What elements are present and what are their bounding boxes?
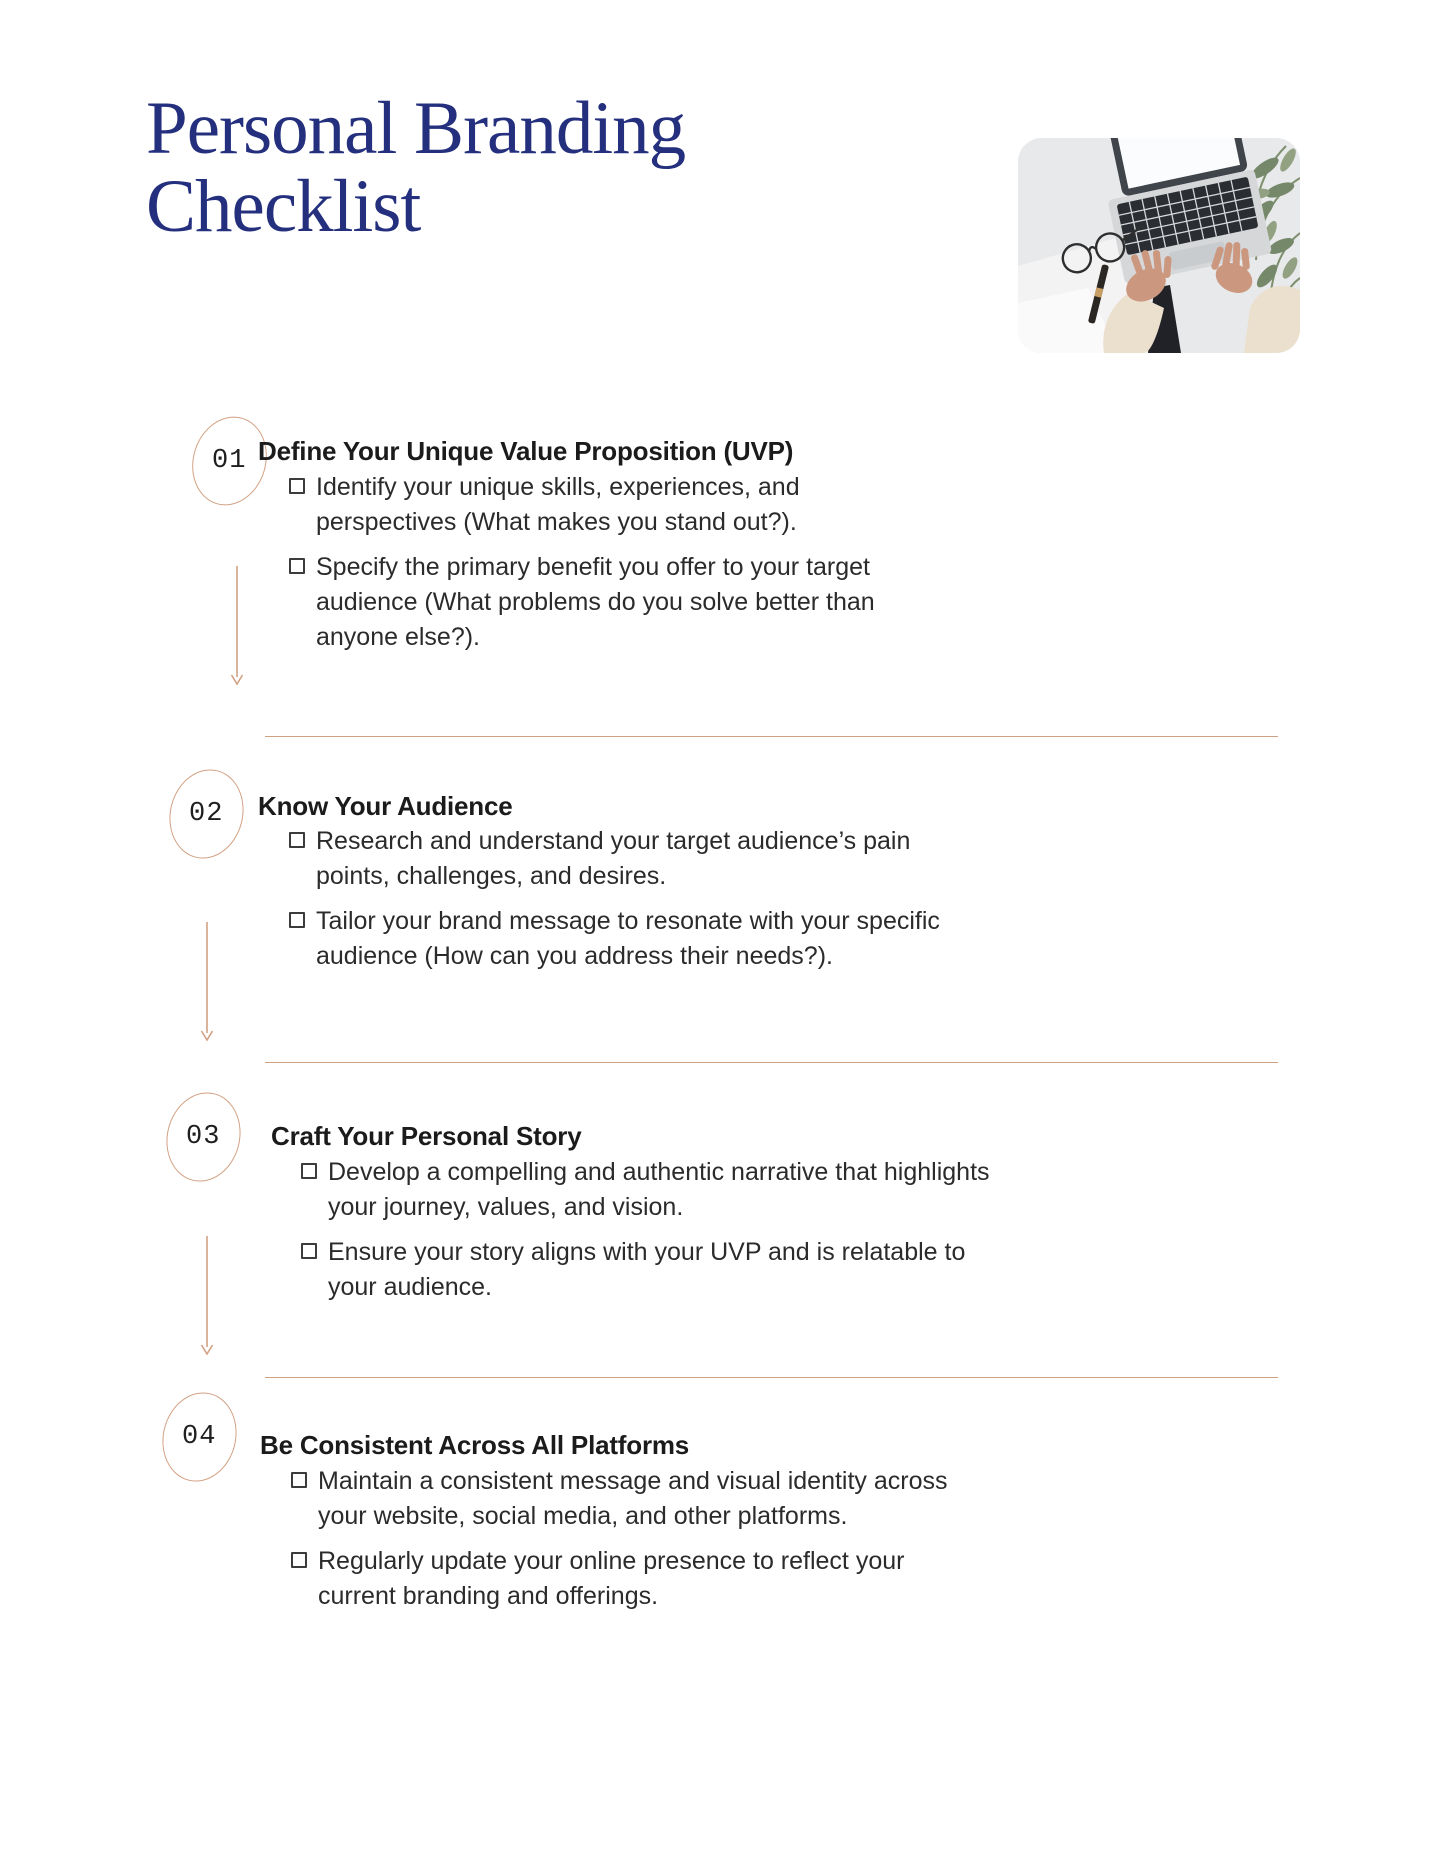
checkbox-icon[interactable]	[289, 478, 305, 494]
step-number-03: 03	[186, 1122, 221, 1152]
step-number-badge-03	[157, 1085, 250, 1190]
step-number-02: 02	[189, 799, 224, 829]
arrow-down-icon	[199, 1236, 215, 1356]
page-title-line2: Checklist	[146, 165, 421, 248]
checklist-item	[291, 1464, 961, 1534]
checklist-item-text: Ensure your story aligns with your UVP and is relatable to your audience.	[328, 1238, 966, 1301]
checklist-item-text: Develop a compelling and authentic narrative that highlights your journey, values, and vision.	[328, 1158, 990, 1221]
checklist-item-text: Research and understand your target audience’s pain points, challenges, and desires.	[316, 827, 911, 890]
checklist-item	[289, 470, 929, 540]
step-number-badge-04	[153, 1385, 246, 1490]
checklist-item	[289, 824, 949, 894]
step-number-04: 04	[182, 1422, 217, 1452]
checklist-item-text: Maintain a consistent message and visual identity across your website, social media, and other platforms.	[318, 1467, 948, 1530]
checkbox-icon[interactable]	[301, 1243, 317, 1259]
checkbox-icon[interactable]	[291, 1552, 307, 1568]
step-number-badge-02	[160, 762, 253, 867]
step-number-01: 01	[212, 446, 247, 476]
checklist-item	[289, 550, 929, 655]
checklist-item	[301, 1155, 991, 1225]
checklist-item	[289, 904, 949, 974]
hero-photo	[1018, 138, 1300, 353]
checkbox-icon[interactable]	[289, 912, 305, 928]
hands-typing-laptop-illustration	[1018, 138, 1300, 353]
section-items-platforms	[291, 1464, 961, 1624]
checkbox-icon[interactable]	[289, 832, 305, 848]
section-heading-uvp: Define Your Unique Value Proposition (UVP)	[258, 436, 794, 466]
checkbox-icon[interactable]	[289, 558, 305, 574]
section-items-story	[301, 1155, 991, 1315]
checklist-item-text: Tailor your brand message to resonate with your specific audience (How can you address their needs?).	[316, 907, 940, 970]
section-divider	[265, 736, 1278, 737]
section-divider	[265, 1377, 1278, 1378]
section-heading-platforms: Be Consistent Across All Platforms	[260, 1430, 690, 1460]
arrow-down-icon	[229, 566, 245, 686]
checklist-item	[301, 1235, 991, 1305]
page-title	[146, 87, 686, 248]
checklist-item-text: Identify your unique skills, experiences, and perspectives (What makes you stand out?).	[316, 473, 800, 536]
section-divider	[265, 1062, 1278, 1063]
section-heading-audience: Know Your Audience	[258, 791, 513, 821]
section-heading-story: Craft Your Personal Story	[271, 1121, 582, 1151]
checkbox-icon[interactable]	[291, 1472, 307, 1488]
section-items-audience	[289, 824, 949, 984]
arrow-down-icon	[199, 922, 215, 1042]
checklist-item	[291, 1544, 961, 1614]
checklist-item-text: Regularly update your online presence to reflect your current branding and offerings.	[318, 1547, 905, 1610]
section-items-uvp	[289, 470, 929, 665]
checklist-item-text: Specify the primary benefit you offer to your target audience (What problems do you solve better than anyone else?).	[316, 553, 875, 651]
page-title-line1: Personal Branding	[146, 87, 686, 170]
checkbox-icon[interactable]	[301, 1163, 317, 1179]
